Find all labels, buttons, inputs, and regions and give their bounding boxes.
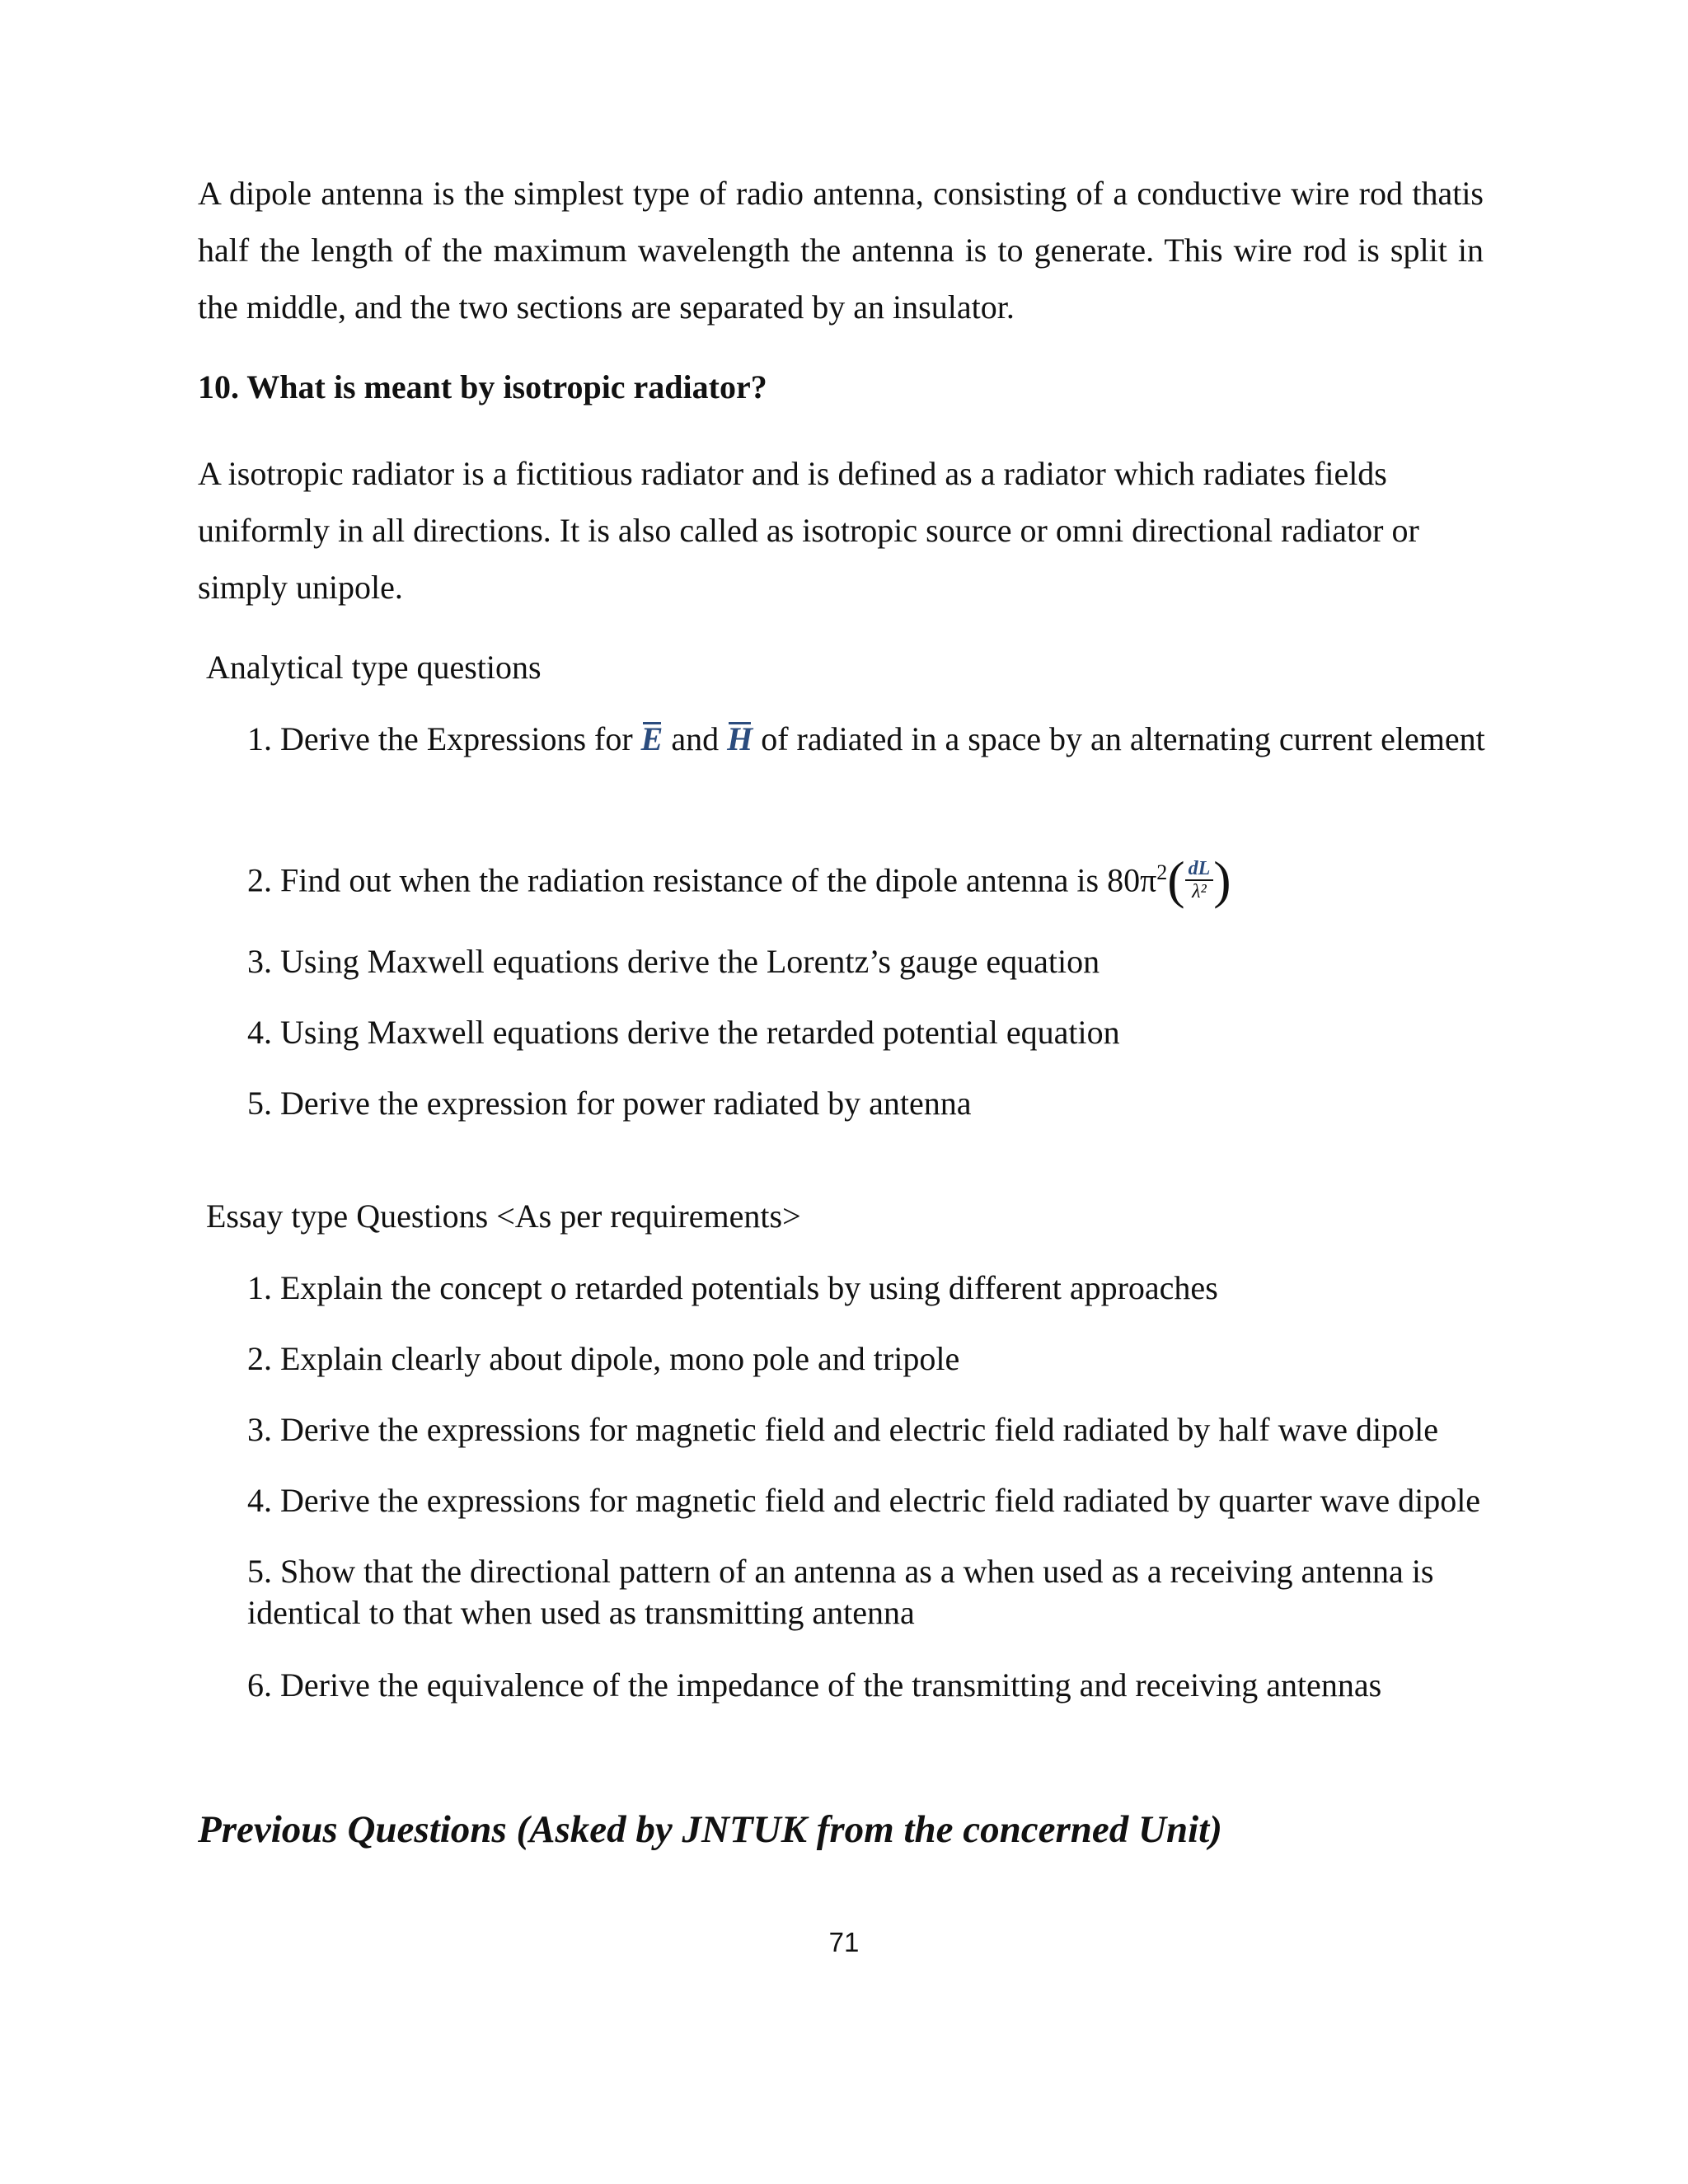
- essay-question-2: 2. Explain clearly about dipole, mono pole and tripole: [247, 1340, 960, 1377]
- essay-question-5: 5. Show that the directional pattern of an antenna as a when used as a receiving antenna is identical to that when used as transmitting antenna: [247, 1553, 1434, 1631]
- h-field-vector-symbol: H: [727, 719, 753, 760]
- fraction-denominator: λ²: [1192, 881, 1207, 903]
- question-10-answer: A isotropic radiator is a fictitious radiator and is defined as a radiator which radiates fields uniformly in all directions. It is also called as isotropic source or omni directional radiator or simply unipole.: [198, 455, 1419, 606]
- pi-squared-exponent: 2: [1156, 860, 1168, 884]
- analytical-question-5: 5. Derive the expression for power radiated by antenna: [247, 1085, 972, 1122]
- analytical-q1-prefix: 1. Derive the Expressions for: [247, 720, 633, 757]
- essay-question-1: 1. Explain the concept o retarded potentials by using different approaches: [247, 1269, 1218, 1306]
- previous-questions-heading: Previous Questions (Asked by JNTUK from the concerned Unit): [198, 1808, 1222, 1851]
- analytical-q1-suffix: of radiated in a space by an alternating current element: [761, 720, 1485, 757]
- essay-question-3: 3. Derive the expressions for magnetic field and electric field radiated by half wave dipole: [247, 1411, 1438, 1448]
- intro-paragraph: A dipole antenna is the simplest type of radio antenna, consisting of a conductive wire rod thatis half the length of the maximum wavelength the antenna is to generate. This wire rod is split in the middle, and the two sections are separated by an insulator.: [198, 175, 1484, 326]
- analytical-question-3: 3. Using Maxwell equations derive the Lorentz’s gauge equation: [247, 943, 1100, 980]
- analytical-question-1: [247, 719, 1500, 760]
- fraction-numerator: dL: [1185, 858, 1214, 881]
- page-number: 71: [828, 1927, 860, 1957]
- e-field-vector-symbol: E: [641, 719, 663, 760]
- question-10-heading: 10. What is meant by isotropic radiator?: [198, 368, 767, 405]
- analytical-question-2: [247, 852, 1500, 910]
- analytical-question-4: 4. Using Maxwell equations derive the retarded potential equation: [247, 1014, 1120, 1051]
- essay-section-label: Essay type Questions <As per requirements>: [206, 1197, 801, 1235]
- dl-over-lambda-fraction: ( $\frac{dL}{\text{λ²}}$ ): [1167, 851, 1231, 910]
- essay-question-6: 6. Derive the equivalence of the impedance of the transmitting and receiving antennas: [247, 1666, 1382, 1704]
- analytical-q1-and: and: [671, 720, 720, 757]
- analytical-q2-text: 2. Find out when the radiation resistance of the dipole antenna is 80π: [247, 861, 1157, 899]
- essay-question-4: 4. Derive the expressions for magnetic field and electric field radiated by quarter wave dipole: [247, 1482, 1481, 1519]
- analytical-section-label: Analytical type questions: [206, 649, 542, 686]
